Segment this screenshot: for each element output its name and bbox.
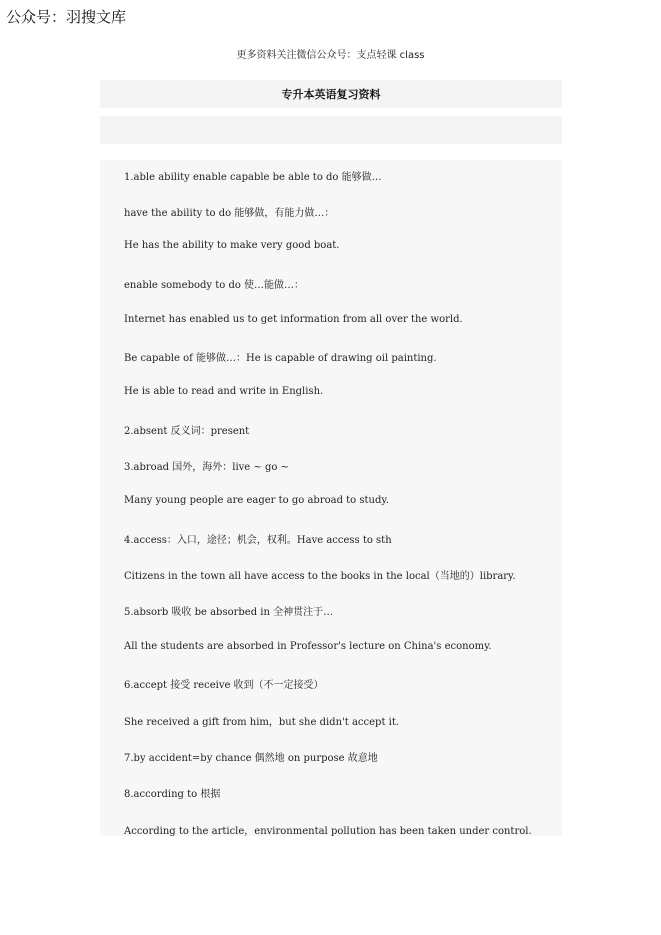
text-line: 7.by accident=by chance 偶然地 on purpose 故意地 [124, 753, 378, 764]
content-panel [100, 160, 562, 836]
text-line: have the ability to do 能够做，有能力做…： [124, 208, 335, 219]
text-line: 5.absorb 吸收 be absorbed in 全神贯注于… [124, 607, 334, 618]
text-line: 6.accept 接受 receive 收到（不一定接受） [124, 680, 324, 691]
text-line: All the students are absorbed in Professor's lecture on China's economy. [124, 641, 492, 652]
text-line: 4.access：入口，途径；机会，权利。Have access to sth [124, 535, 392, 546]
text-line: 8.according to 根据 [124, 789, 221, 800]
text-line: According to the article，environmental pollution has been taken under control. [124, 826, 532, 837]
text-line: Internet has enabled us to get information from all over the world. [124, 314, 463, 325]
text-line: Many young people are eager to go abroad to study. [124, 495, 389, 506]
text-line: He has the ability to make very good boat. [124, 240, 340, 251]
document-title-bar [100, 80, 562, 108]
blank-bar [100, 116, 562, 144]
watermark-text: 公众号：羽搜文库 [6, 8, 127, 26]
page-subheader: 更多资料关注微信公众号：支点轻课 class [236, 50, 425, 61]
document-title: 专升本英语复习资料 [281, 88, 381, 101]
text-line: He is able to read and write in English. [124, 386, 324, 397]
text-line: 2.absent 反义词：present [124, 426, 250, 437]
text-line: Citizens in the town all have access to the books in the local（当地的）library. [124, 571, 516, 582]
text-line: 1.able ability enable capable be able to do 能够做… [124, 172, 382, 183]
text-line: Be capable of 能够做…：He is capable of drawing oil painting. [124, 353, 437, 364]
text-line: She received a gift from him，but she didn't accept it. [124, 717, 400, 728]
text-line: 3.abroad 国外，海外：live ~ go ~ [124, 462, 289, 473]
text-line: enable somebody to do 使…能做…： [124, 280, 305, 291]
